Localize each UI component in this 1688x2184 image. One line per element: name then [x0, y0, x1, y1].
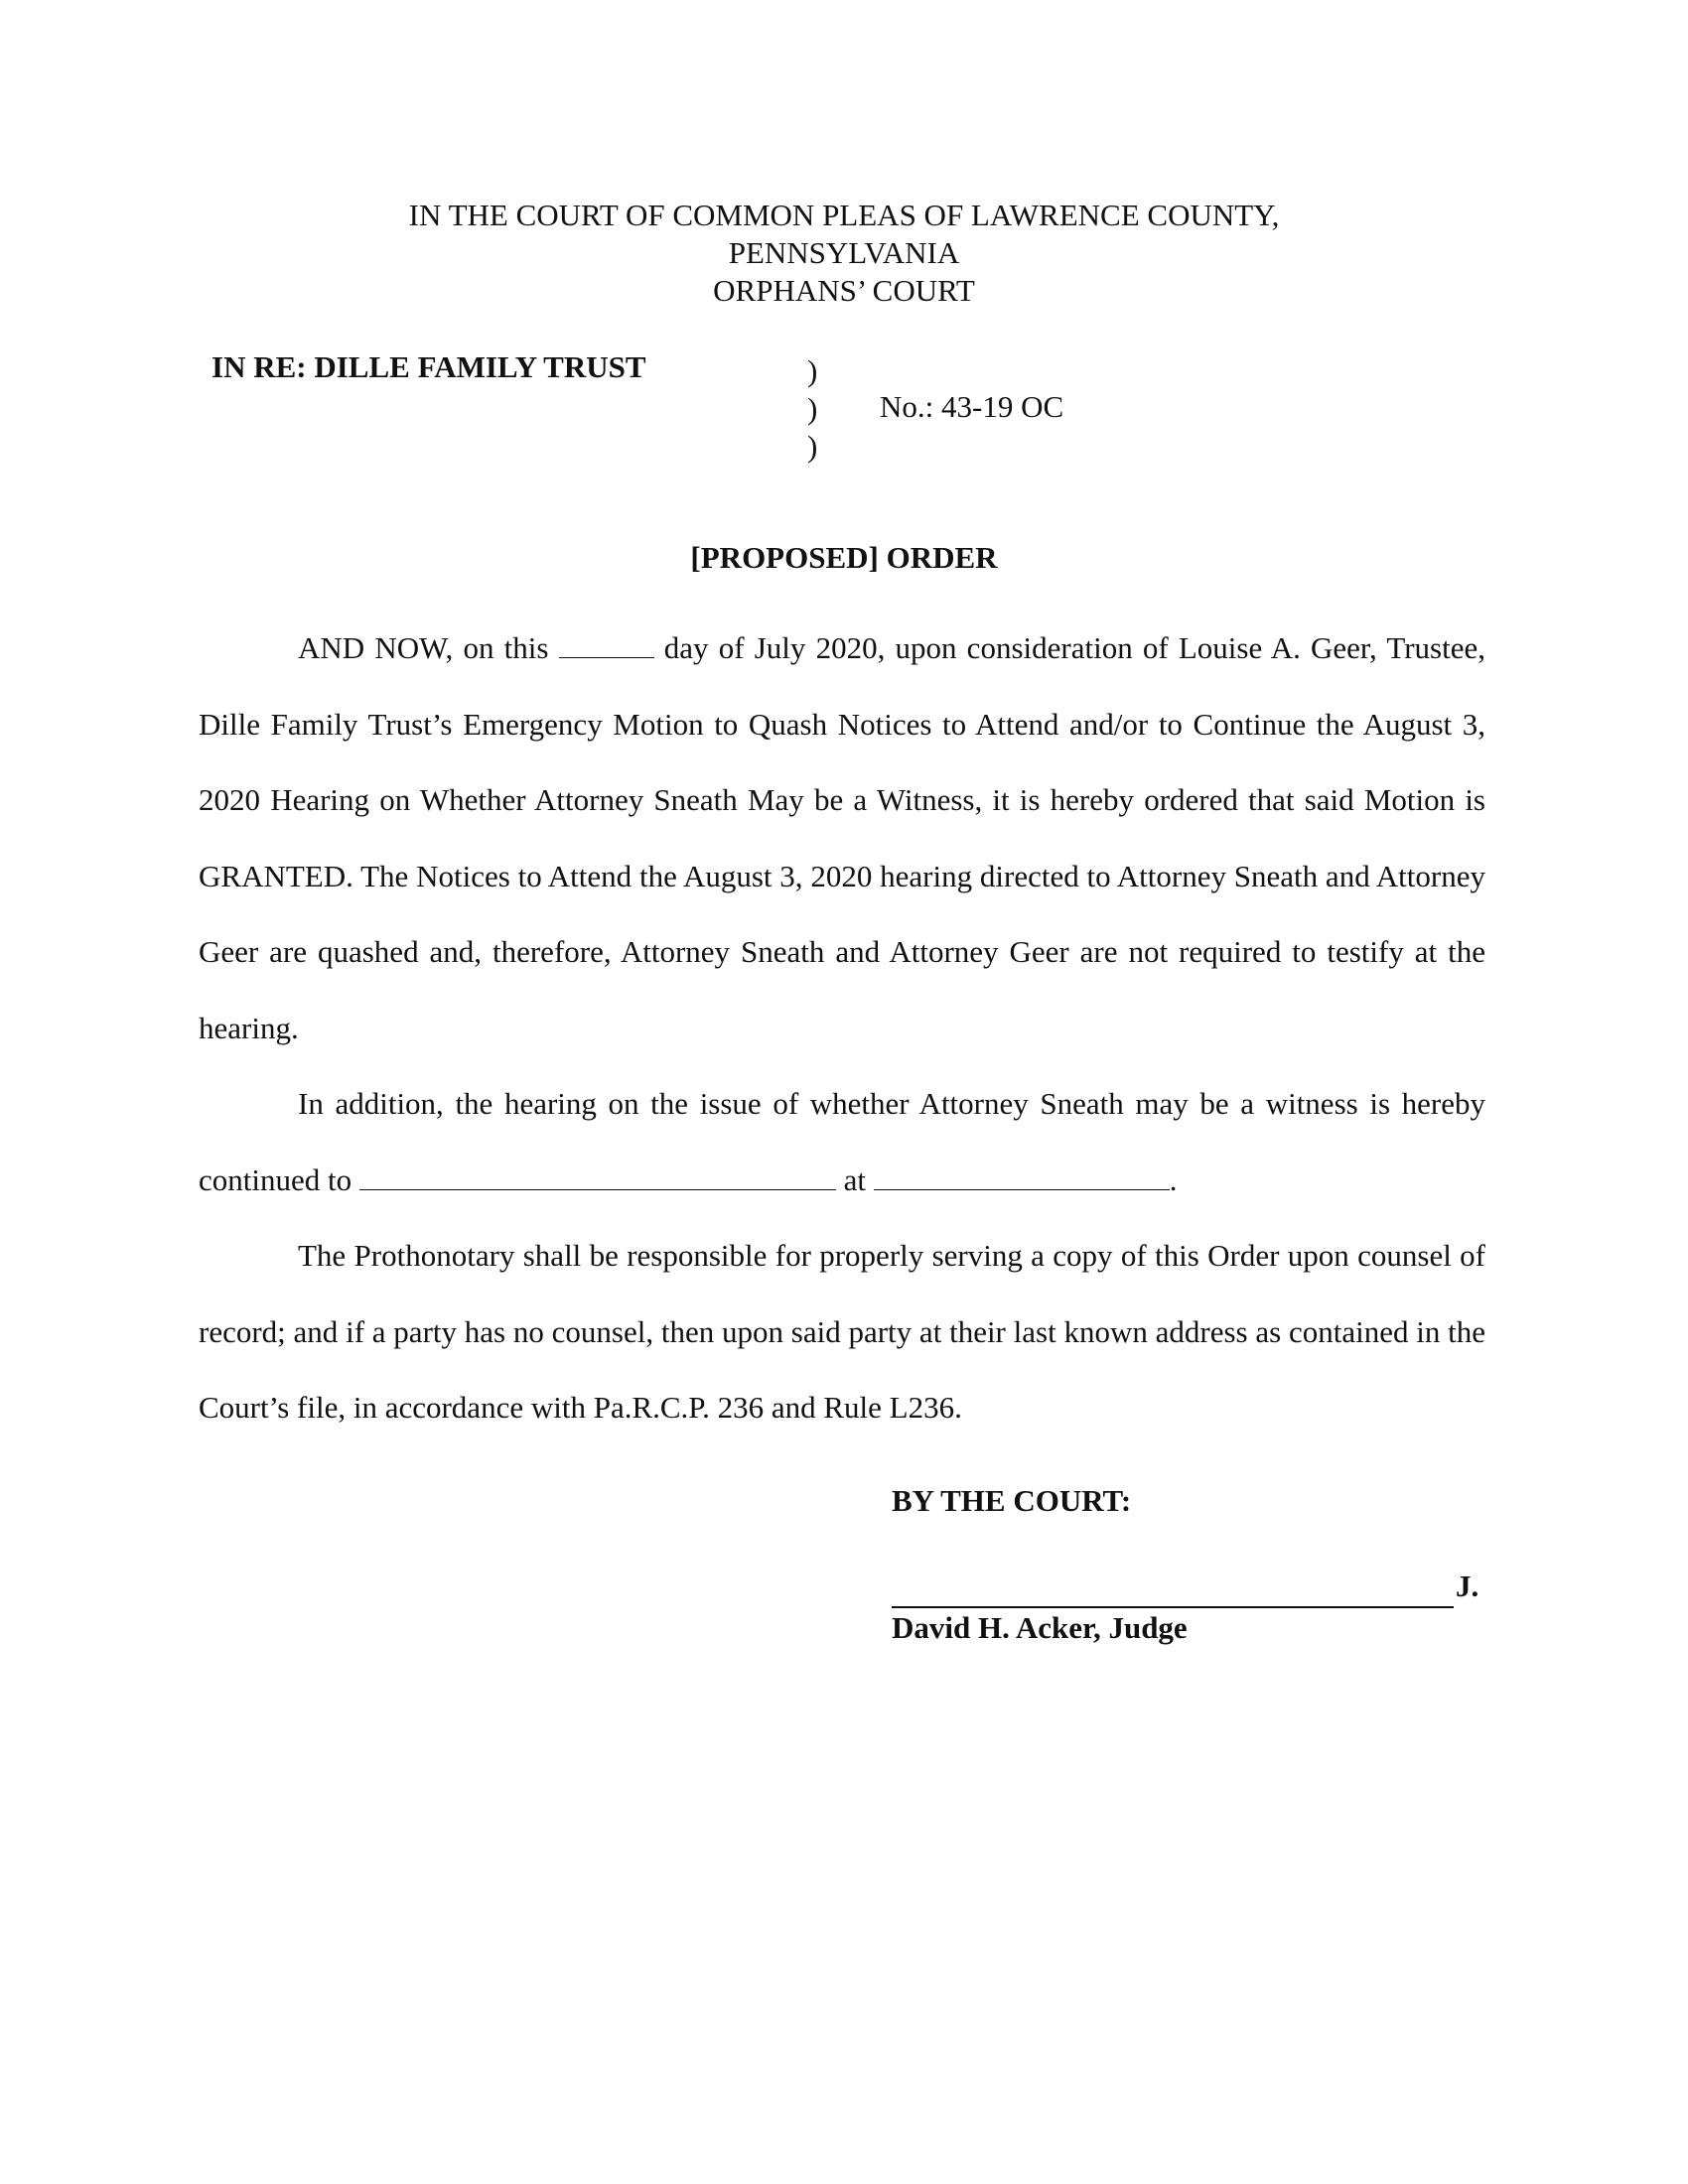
caption-paren: ) [807, 353, 818, 388]
paragraph-2-start: In addition, the hearing on the issue of whether Attorney Sneath may be a witness is hereby continued to [199, 1086, 1485, 1197]
by-the-court-label: BY THE COURT: [892, 1483, 1132, 1518]
paragraph-1-start: AND NOW, on this [298, 630, 559, 665]
caption-paren: ) [807, 429, 818, 464]
court-header-line-2: PENNSYLVANIA [728, 235, 960, 270]
paragraph-1-rest: day of July 2020, upon consideration of Louise A. Geer, Trustee, Dille Family Trust’s Emergency Motion to Quash Notices to Attend and/or to Continue the August 3, 2020 Hearing on Whether Attorney Sneath May be a Witness, it is hereby ordered that said Motion is GRANTED. The Notices to Attend the August 3, 2020 hearing directed to Attorney Sneath and Attorney Geer are quashed and, therefore, Attorney Sneath and Attorney Geer are not required to testify at the hearing. [199, 630, 1485, 1045]
order-title: [PROPOSED] ORDER [690, 540, 998, 575]
continued-date-blank-line [359, 1163, 836, 1190]
paragraph-service: The Prothonotary shall be responsible for properly serving a copy of this Order upon counsel of record; and if a party has no counsel, then upon said party at their last known address as contained in the Court’s file, in accordance with Pa.R.C.P. 236 and Rule L236. [199, 1238, 1485, 1425]
paragraph-2-end: . [1169, 1161, 1178, 1197]
signature-line [892, 1569, 1454, 1608]
case-number: No.: 43-19 OC [880, 389, 1064, 424]
court-header-line-3: ORPHANS’ COURT [713, 273, 975, 308]
judge-name: David H. Acker, Judge [892, 1610, 1188, 1645]
caption-title: IN RE: DILLE FAMILY TRUST [211, 349, 646, 384]
court-header-line-1: IN THE COURT OF COMMON PLEAS OF LAWRENCE COUNTY, [408, 198, 1280, 232]
order-body [199, 611, 1485, 1446]
case-caption [0, 0, 1688, 477]
continued-time-blank-line [874, 1163, 1170, 1190]
day-blank-line [559, 631, 654, 658]
signature-suffix: J. [1456, 1569, 1479, 1603]
caption-paren: ) [807, 391, 818, 426]
paragraph-2-at: at [835, 1161, 874, 1197]
paragraph-continuance [199, 1066, 1485, 1218]
paragraph-order-granted [199, 611, 1485, 1066]
